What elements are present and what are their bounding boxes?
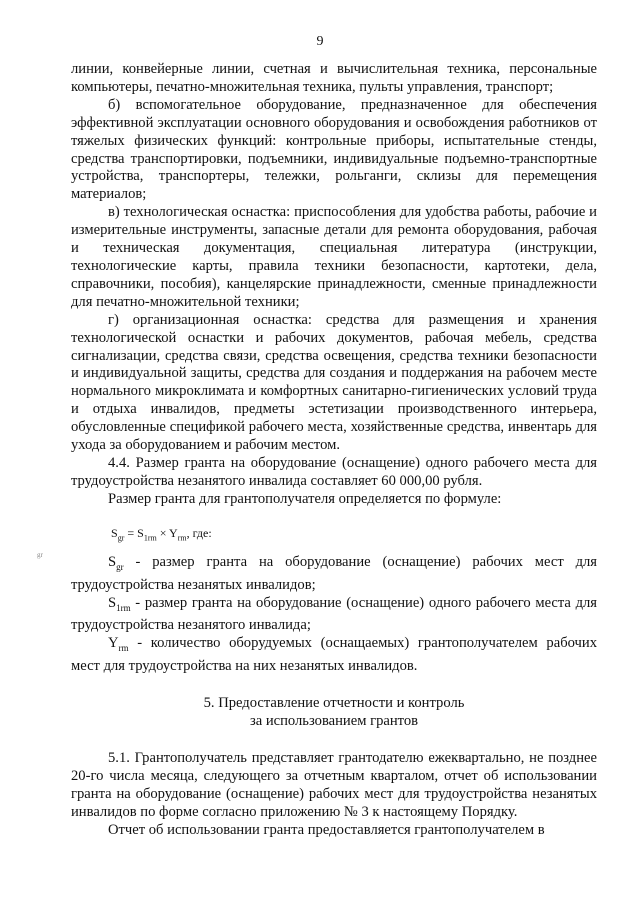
margin-mark: gr — [37, 551, 43, 559]
definition-yrm: $Y_{rm}$ - количество оборудуемых (оснащаемых) грантополучателем рабочих мест для трудоустройства на них незанятых инвалидов. — [71, 635, 597, 675]
page-number: 9 — [316, 34, 324, 49]
paragraph-technological-tooling: в) технологическая оснастка: приспособления для удобства работы, рабочие и измерительные инструменты, запасные детали для ремонта оборудования, рабочая и техническая документация, специальная литература (инструкции, технологические карты, правила техники безопасности, картотеки, дела, справочники, пособия), канцелярские принадлежности, сменные принадлежности для печатно-множительной техники; — [71, 204, 597, 310]
document-body — [71, 61, 597, 839]
paragraph-grant-amount: 4.4. Размер гранта на оборудование (оснащение) одного рабочего места для трудоустройства незанятого инвалида составляет 60 000,00 рубля. — [71, 454, 597, 489]
paragraph-auxiliary-equipment: б) вспомогательное оборудование, предназначенное для обеспечения эффективной эксплуатации основного оборудования и освобождения работников от тяжелых физических функций: контрольные приборы, испытательные стенды, средства транспортировки, подъемники, индивидуальные подъемно-транспортные устройства, транспортеры, тележки, рольганги, склизы для перемещения материалов; — [71, 96, 597, 203]
grant-formula: $S_{gr} = S_{1rm} \times Y_{rm}$, где: — [111, 525, 212, 543]
section-heading-line2: за использованием грантов — [249, 713, 419, 730]
paragraph-formula-intro: Размер гранта для грантополучателя определяется по формуле: — [108, 490, 502, 507]
paragraph-reporting-5-1: 5.1. Грантополучатель представляет грантодателю ежеквартально, не позднее 20-го числа месяца, следующего за отчетным кварталом, отчет об использовании гранта на оборудование (оснащение) рабочих мест для трудоустройства незанятых инвалидов по форме согласно приложению № 3 к настоящему Порядку. — [71, 749, 597, 820]
section-heading-line1: 5. Предоставление отчетности и контроль — [203, 695, 465, 712]
paragraph-organizational-tooling: г) организационная оснастка: средства для размещения и хранения технологической оснастки и рабочих документов, рабочая мебель, средства сигнализации, средства связи, средства освещения, средства техники безопасности и индивидуальной защиты, средства для создания и поддержания на рабочем месте нормального микроклимата и комфортных санитарно-гигиенических условий труда и отдыха инвалидов, предметы эстетизации производственного интерьера, обусловленные спецификой рабочего места, хозяйственные средства, инвентарь для ухода за оборудованием и рабочим местом. — [71, 311, 597, 454]
paragraph-equipment-list-end: линии, конвейерные линии, счетная и вычислительная техника, персональные компьютеры, печатно-множительная техника, пульты управления, транспорт; — [71, 61, 597, 95]
definition-sgr: $S_{gr}$ - размер гранта на оборудование (оснащение) рабочих мест для трудоустройства незанятых инвалидов; — [71, 553, 597, 593]
paragraph-report-usage: Отчет об использовании гранта предоставляется грантополучателем в — [108, 821, 545, 838]
definition-s1rm: $S_{1rm}$ - размер гранта на оборудование (оснащение) одного рабочего места для трудоустройства незанятого инвалида; — [71, 594, 597, 634]
